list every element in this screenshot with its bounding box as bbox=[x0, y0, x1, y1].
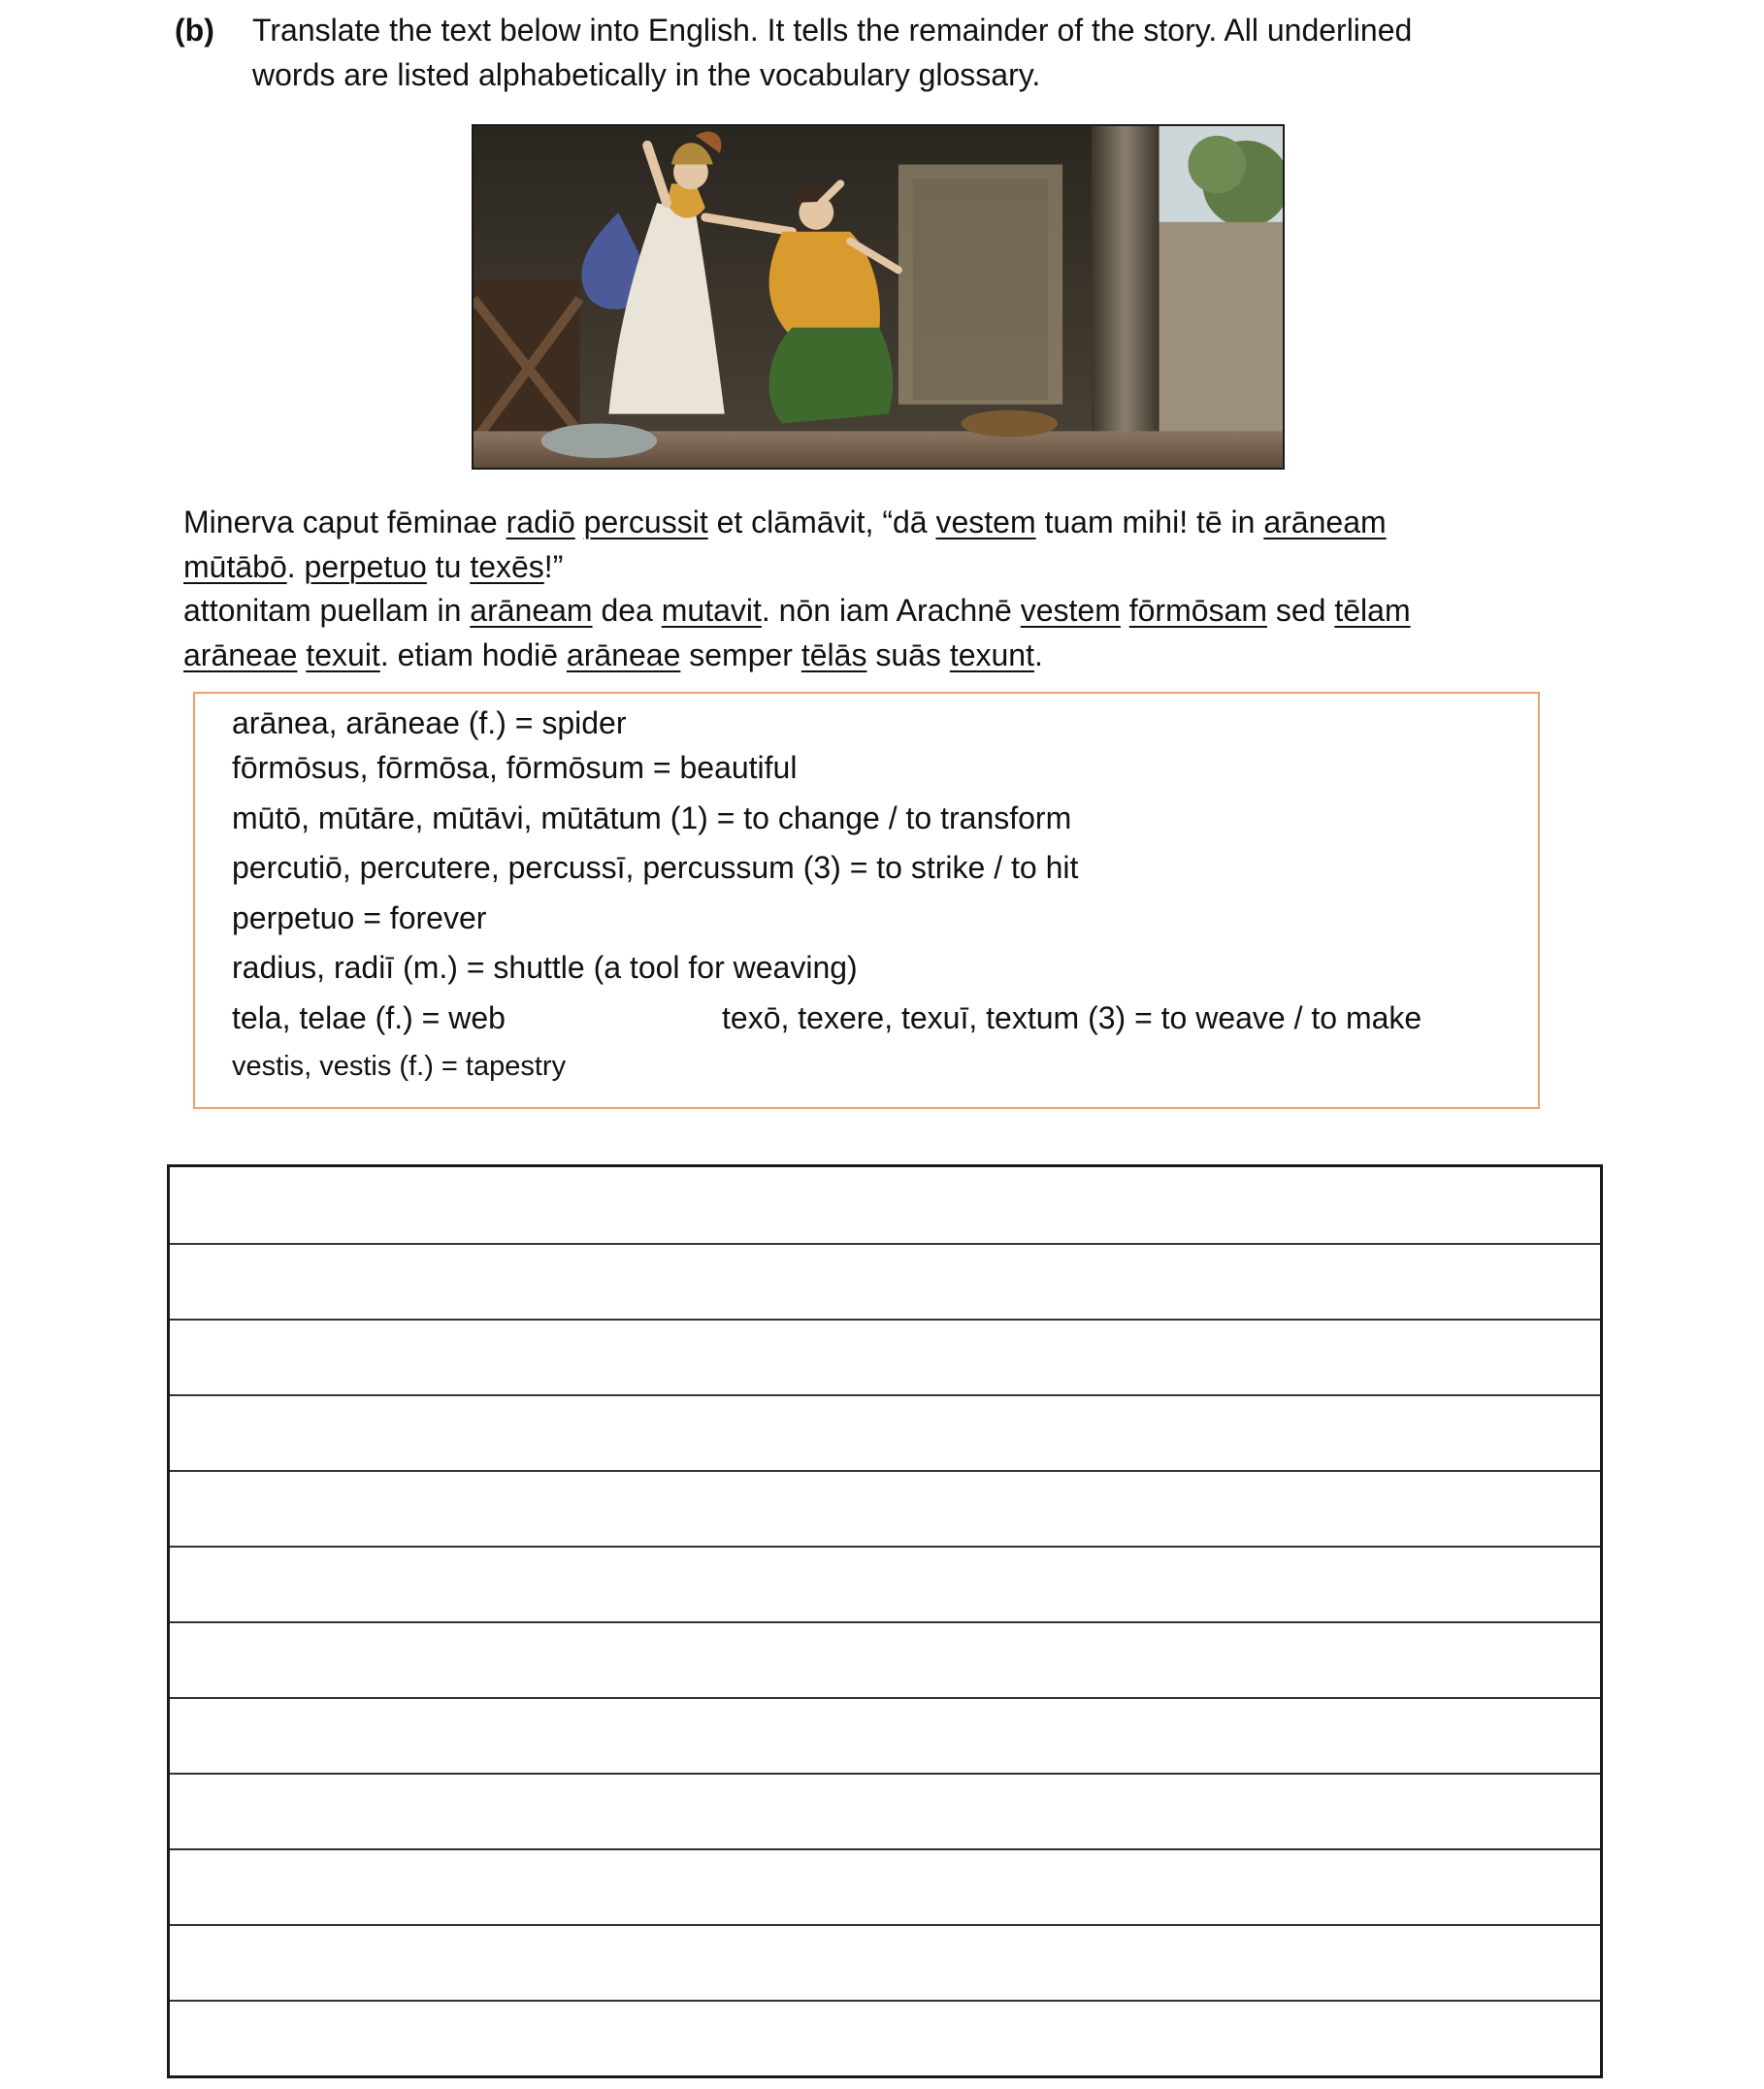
glossary-entry: mūtō, mūtāre, mūtāvi, mūtātum (1) = to change / to transform bbox=[232, 800, 1072, 835]
passage-text: . bbox=[286, 548, 305, 584]
passage-text bbox=[297, 637, 306, 672]
glossary-entry: fōrmōsus, fōrmōsa, fōrmōsum = beautiful bbox=[232, 750, 798, 785]
question-label: (b) bbox=[175, 13, 214, 48]
underlined-vocab-word: tēlās bbox=[800, 636, 867, 672]
glossary-entry: percutiō, percutere, percussī, percussum (3) = to strike / to hit bbox=[232, 850, 1079, 885]
answer-rule-line bbox=[170, 1546, 1600, 1548]
underlined-vocab-word: texunt bbox=[949, 636, 1034, 672]
underlined-vocab-word: radiō bbox=[506, 505, 575, 539]
answer-rule-line bbox=[170, 1394, 1600, 1396]
answer-rule-line bbox=[170, 1848, 1600, 1850]
underlined-vocab-word: vestem bbox=[1020, 593, 1121, 628]
passage-text: . bbox=[1033, 636, 1043, 672]
glossary-entry: vestis, vestis (f.) = tapestry bbox=[232, 1051, 567, 1082]
glossary-entry: texō, texere, texuī, textum (3) = to weave / to make bbox=[722, 1000, 1422, 1035]
instruction-line-1: Translate the text below into English. It tells the remainder of the story. All underlined bbox=[252, 13, 1413, 48]
passage-text: tu bbox=[426, 548, 471, 584]
passage-text: sed bbox=[1266, 593, 1335, 628]
passage-line bbox=[183, 589, 1522, 634]
glossary-entry: tela, telae (f.) = web bbox=[232, 1000, 506, 1035]
underlined-vocab-word: arāneae bbox=[566, 636, 681, 672]
underlined-vocab-word: arāneae bbox=[183, 636, 298, 672]
passage-text: tuam mihi! tē in bbox=[1035, 505, 1264, 539]
latin-passage bbox=[183, 501, 1522, 677]
underlined-vocab-word: texuit bbox=[306, 636, 380, 672]
passage-text: dea bbox=[592, 593, 662, 628]
answer-rule-line bbox=[170, 1697, 1600, 1699]
underlined-vocab-word: mutavit bbox=[661, 593, 762, 628]
answer-rule-line bbox=[170, 1319, 1600, 1321]
passage-text: et clāmāvit, “dā bbox=[707, 505, 936, 539]
passage-text: attonitam puellam in bbox=[183, 593, 471, 628]
underlined-vocab-word: tēlam bbox=[1334, 593, 1411, 628]
answer-rule-line bbox=[170, 1924, 1600, 1926]
passage-text: Minerva caput fēminae bbox=[183, 505, 506, 539]
answer-rule-line bbox=[170, 2000, 1600, 2002]
passage-text bbox=[1121, 593, 1129, 628]
underlined-vocab-word: texēs bbox=[470, 548, 544, 584]
passage-text: . etiam hodiē bbox=[379, 636, 567, 672]
answer-rule-line bbox=[170, 1470, 1600, 1472]
passage-text bbox=[575, 505, 584, 539]
passage-line bbox=[183, 501, 1522, 545]
painting-illustration bbox=[474, 126, 1283, 468]
minerva-arachne-painting bbox=[472, 124, 1285, 470]
passage-text: !” bbox=[543, 548, 564, 584]
answer-rule-line bbox=[170, 1773, 1600, 1775]
underlined-vocab-word: fōrmōsam bbox=[1128, 593, 1267, 628]
glossary-entry: arānea, arāneae (f.) = spider bbox=[232, 705, 627, 740]
passage-line bbox=[183, 634, 1522, 678]
glossary-entry: perpetuo = forever bbox=[232, 900, 487, 935]
answer-rule-line bbox=[170, 1621, 1600, 1623]
passage-text: . nōn iam Arachnē bbox=[761, 593, 1021, 628]
passage-text: semper bbox=[680, 636, 801, 672]
question-instruction bbox=[252, 8, 1572, 97]
underlined-vocab-word: arāneam bbox=[470, 593, 593, 628]
glossary-entry: radius, radiī (m.) = shuttle (a tool for weaving) bbox=[232, 950, 858, 985]
underlined-vocab-word: perpetuo bbox=[304, 548, 427, 584]
underlined-vocab-word: arāneam bbox=[1263, 505, 1387, 539]
answer-rule-line bbox=[170, 1243, 1600, 1245]
passage-text: suās bbox=[866, 636, 950, 672]
underlined-vocab-word: vestem bbox=[935, 505, 1036, 539]
instruction-line-2: words are listed alphabetically in the vocabulary glossary. bbox=[252, 57, 1041, 92]
passage-line bbox=[183, 545, 1522, 590]
underlined-vocab-word: percussit bbox=[583, 505, 708, 539]
vocabulary-glossary bbox=[193, 692, 1540, 1109]
underlined-vocab-word: mūtābō bbox=[183, 548, 287, 584]
answer-lines-box[interactable] bbox=[167, 1164, 1603, 2078]
